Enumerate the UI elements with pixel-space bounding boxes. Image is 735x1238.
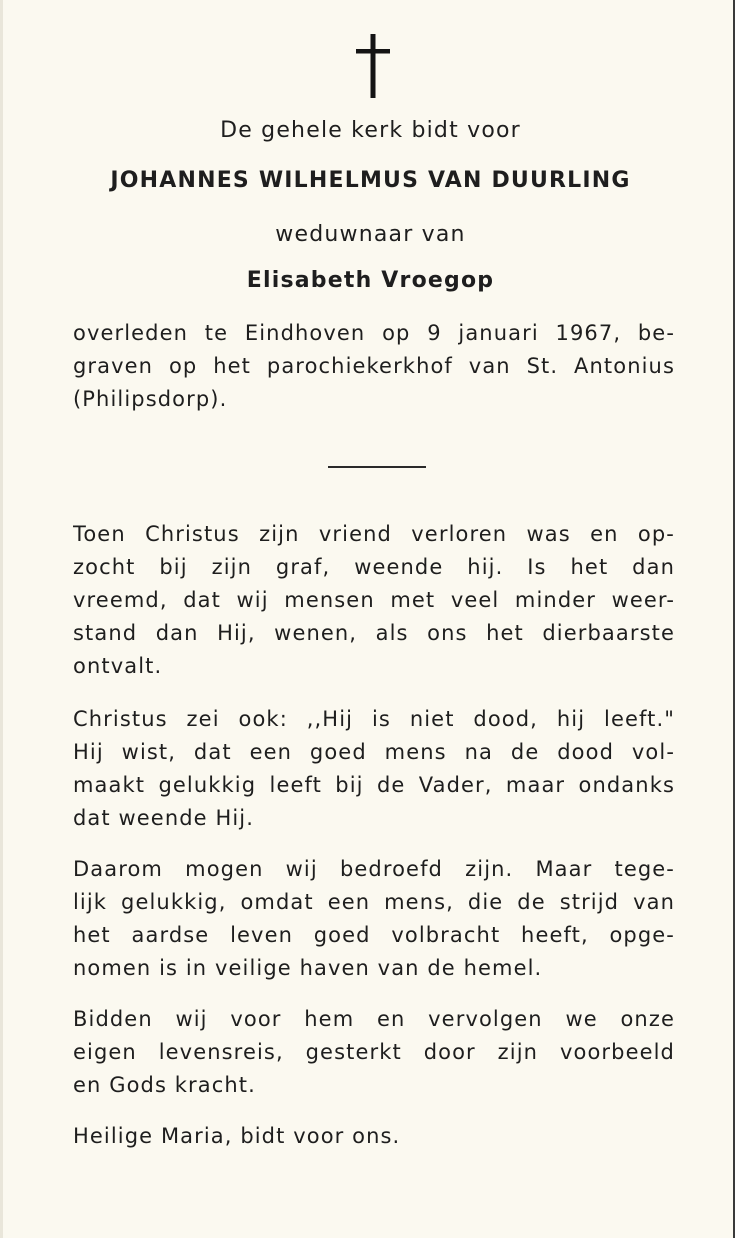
text-line: zocht bij zijn graf, weende hij. Is het dan	[73, 555, 675, 579]
spouse-name: Elisabeth Vroegop	[246, 268, 495, 293]
text-line: Christus zei ook: ,,Hij is niet dood, hij leeft."	[73, 707, 675, 731]
text-line: Heilige Maria, bidt voor ons.	[73, 1124, 401, 1148]
text-line: nomen is in veilige haven van de hemel.	[73, 956, 543, 980]
text-line: eigen levensreis, gesterkt door zijn voorbeeld	[73, 1040, 675, 1064]
text-line: graven op het parochiekerkhof van St. Antonius	[73, 354, 675, 378]
quote-paragraph	[73, 703, 675, 835]
deceased-name: JOHANNES WILHELMUS VAN DUURLING	[110, 168, 631, 193]
text-line: en Gods kracht.	[73, 1073, 256, 1097]
divider	[328, 466, 426, 468]
text-line: dat weende Hij.	[73, 806, 254, 830]
text-line: (Philipsdorp).	[73, 387, 228, 411]
text-line: Bidden wij voor hem en vervolgen we onze	[73, 1007, 675, 1031]
text-line: overleden te Eindhoven op 9 januari 1967, be-	[73, 321, 675, 345]
prayer-heading: De gehele kerk bidt voor	[220, 118, 521, 143]
prayer-paragraph	[73, 1003, 675, 1102]
comfort-paragraph	[73, 853, 675, 985]
text-line: stand dan Hij, wenen, als ons het dierbaarste	[73, 621, 675, 645]
text-line: Daarom mogen wij bedroefd zijn. Maar tege-	[73, 857, 675, 881]
death-paragraph	[73, 317, 675, 416]
closing-prayer	[73, 1120, 675, 1153]
text-line: Toen Christus zijn vriend verloren was en op-	[73, 522, 675, 546]
text-line: het aardse leven goed volbracht heeft, opge-	[73, 923, 675, 947]
text-line: maakt gelukkig leeft bij de Vader, maar ondanks	[73, 773, 675, 797]
text-line: lijk gelukkig, omdat een mens, die de strijd van	[73, 890, 675, 914]
text-line: vreemd, dat wij mensen met veel minder weer-	[73, 588, 675, 612]
text-line: Hij wist, dat een goed mens na de dood vol-	[73, 740, 675, 764]
text-line: ontvalt.	[73, 654, 163, 678]
reflection-paragraph	[73, 518, 675, 683]
cross-icon	[352, 34, 394, 98]
relation-text: weduwnaar van	[275, 222, 466, 247]
